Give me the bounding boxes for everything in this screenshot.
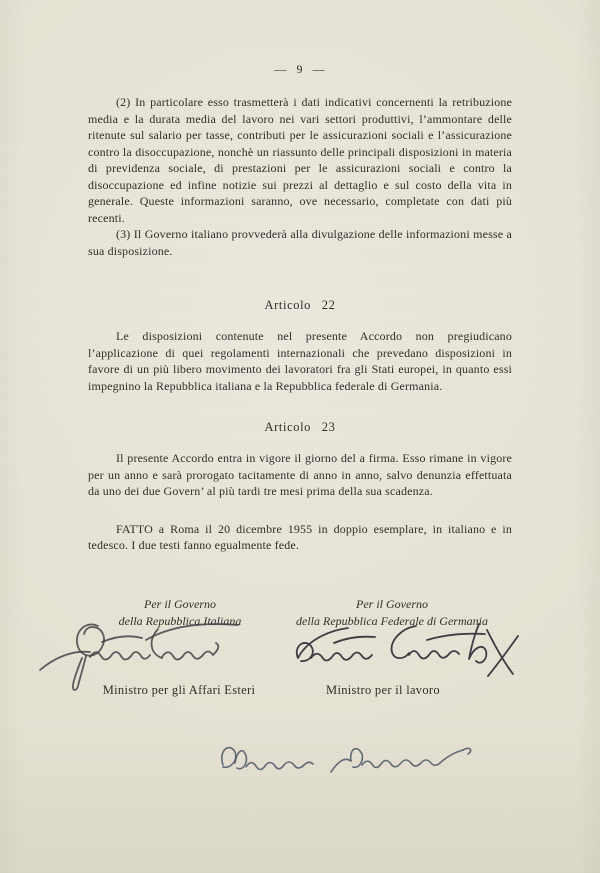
signature-section bbox=[0, 594, 600, 724]
article-22-heading: Articolo 22 bbox=[264, 298, 336, 312]
article-23-text: Il presente Accordo entra in vigore il giorno del a firma. Esso rimane in vigore per un anno e sarà prorogato tacitamente di anno in anno, salvo denunzia effettuata da uno dei due Govern’ al più tardi tre mesi prima della sua scadenza. bbox=[88, 451, 512, 498]
right-signatory-line2: della Repubblica Federale di Germania bbox=[296, 614, 488, 628]
body-text-column bbox=[88, 94, 512, 554]
paragraph-3: (3) Il Governo italiano provvederà alla divulgazione delle informazioni messe a sua disposizione. bbox=[88, 227, 512, 258]
left-signatory-title: Ministro per gli Affari Esteri bbox=[102, 682, 256, 697]
closing-statement: FATTO a Roma il 20 dicembre 1955 in doppio esemplare, in italiano e in tedesco. I due testi fanno egualmente fede. bbox=[88, 521, 512, 552]
handwritten-signature-bottom-icon bbox=[205, 737, 495, 792]
article-23-heading: Articolo 23 bbox=[264, 420, 336, 434]
handwritten-signature-right-icon bbox=[282, 618, 527, 680]
left-signatory-line2: della Repubblica Italiana bbox=[118, 614, 242, 628]
right-signatory-title: Ministro per il lavoro bbox=[326, 682, 440, 697]
article-22-text: Le disposizioni contenute nel presente Accordo non pregiudicano l’applicazione di quei regolamenti internazionali che prevedano disposizioni in favore di un più libero movimento dei lavoratori fra gli Stati europei, in quanto essi impegnino la Repubblica italiana e la Repubblica federale di Germania. bbox=[88, 329, 512, 393]
left-signatory-line1: Per il Governo bbox=[144, 596, 216, 611]
paragraph-2: (2) In particolare esso trasmetterà i dati indicativi concernenti la retribuzione media e la durata media del lavoro nei vari settori produttivi, l’ammontare delle ritenute sul salario per tasse, contributi per le assicurazioni sociali e l’assicurazione contro la disoccupazione, nonchè un riassunto delle principali disposizioni in materia di previdenza sociale, di prestazioni per le assicurazioni sociali e contro la disoccupazione ed infine notizie sui prezzi al dettaglio e sul costo della vita in generale. Queste informazioni saranno, ove necessario, completate con dati più recenti. bbox=[88, 95, 512, 225]
page-number: — 9 — bbox=[274, 62, 326, 76]
right-signatory-line1: Per il Governo bbox=[356, 596, 428, 611]
